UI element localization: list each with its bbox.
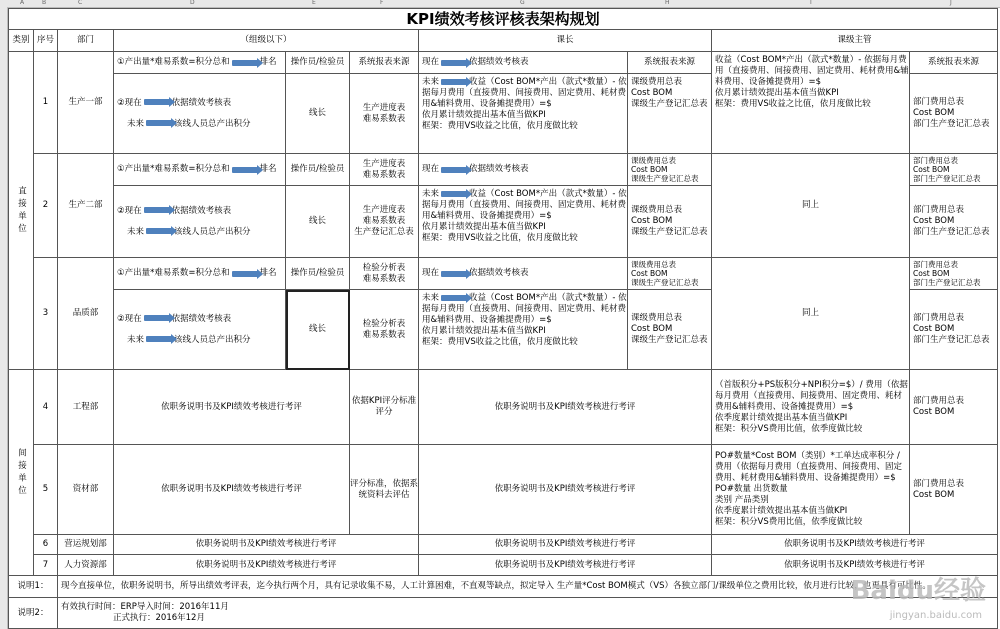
r7-seq[interactable]: 7 xyxy=(34,555,58,576)
arrow-icon xyxy=(146,120,172,126)
r3-chief-a-text: 现在 xyxy=(422,268,440,278)
r1-sys-src-header[interactable]: 系统报表来源 xyxy=(350,52,419,74)
r3-dept[interactable]: 品质部 xyxy=(58,258,114,370)
r6-seq[interactable]: 6 xyxy=(34,535,58,555)
col-letter-i: I xyxy=(810,0,812,6)
r2-sys-src-a[interactable]: 生产进度表 难易系数表 xyxy=(350,154,419,186)
r1-chief-b-tail: 收益（Cost BOM*产出（款式*数量）- 依据每月费用（直接费用、间接费用、固定费用、耗材费用&辅料费用、设备摊提费用）=$ 依月累计绩效提出基本值当做KPI 框架：费用VS收益之比值，依月度做比较 xyxy=(422,77,627,131)
r1-chief-b[interactable] xyxy=(419,74,628,154)
header-category[interactable]: 类别 xyxy=(8,30,34,52)
r1-chief-a-tail: 依据绩效考核表 xyxy=(469,57,529,67)
r4-manager[interactable]: （首版积分+PS版积分+NPI积分=$）/ 费用（依据每月费用（直接费用、间接费用、固定费用、耗材费用&辅料费用、设备摊提费用）=$ 依季度累计绩效提出基本值当做KPI 框架：积分VS费用比值，依季度做比较 xyxy=(712,370,910,445)
r3-chief-a-tail: 依据绩效考核表 xyxy=(469,268,529,278)
watermark-url: jingyan.baidu.com xyxy=(889,610,982,621)
arrow-icon xyxy=(441,167,467,173)
r3-chief-a[interactable] xyxy=(419,258,628,290)
r3-group-b2-tail: 该线人员总产出积分 xyxy=(174,334,251,345)
r3-operator[interactable]: 操作员/检验员 xyxy=(286,258,350,290)
r2-group-b[interactable] xyxy=(114,186,286,258)
r3-group-b[interactable] xyxy=(114,290,286,370)
r3-group-a-text: ①产出量*难易系数=积分总和 xyxy=(117,268,230,278)
r1-sys-src3-header[interactable]: 系统报表来源 xyxy=(910,52,998,74)
r1-sys-src2-header[interactable]: 系统报表来源 xyxy=(628,52,712,74)
note1-label[interactable]: 说明1： xyxy=(8,576,58,598)
r1-sys-src[interactable]: 生产进度表 难易系数表 xyxy=(350,74,419,154)
r1-group-b[interactable] xyxy=(114,74,286,154)
r2-dept[interactable]: 生产二部 xyxy=(58,154,114,258)
r2-group-b2-line xyxy=(117,227,251,238)
r1-operator[interactable]: 操作员/检验员 xyxy=(286,52,350,74)
arrow-icon xyxy=(441,191,467,197)
r5-sys-src[interactable]: 评分标准，依据系统资料去评估 xyxy=(350,445,419,535)
r2-group-b1-tail: 依据绩效考核表 xyxy=(171,205,232,216)
col-letter-g: G xyxy=(520,0,525,6)
r7-chief[interactable]: 依职务说明书及KPI绩效考核进行考评 xyxy=(419,555,712,576)
note2-line1: 有效执行时间：ERP导入时间：2016年11月 xyxy=(61,602,229,612)
r7-manager[interactable]: 依职务说明书及KPI绩效考核进行考评 xyxy=(712,555,998,576)
r5-sys-src3[interactable]: 部门费用总表 Cost BOM xyxy=(910,445,998,535)
column-header-bar xyxy=(0,0,1000,8)
arrow-icon xyxy=(232,60,258,66)
r2-group-a[interactable] xyxy=(114,154,286,186)
note2-line2: 正式执行：2016年12月 xyxy=(113,613,205,623)
r3-chief-b-tail: 收益（Cost BOM*产出（款式*数量）- 依据每月费用（直接费用、间接费用、固定费用、耗材费用&辅料费用、设备摊提费用）=$ 依月累计绩效提出基本值当做KPI 框架：费用VS收益之比值，依月度做比较 xyxy=(422,293,627,347)
r2-chief-b-text: 未来 xyxy=(422,189,440,199)
r3-sys-src2-b[interactable]: 课级费用总表 Cost BOM 课级生产登记汇总表 xyxy=(628,290,712,370)
arrow-icon xyxy=(232,271,258,277)
r1-group-b2-line xyxy=(117,119,251,130)
r2-group-b2-tail: 该线人员总产出积分 xyxy=(174,226,251,237)
note2-label[interactable]: 说明2： xyxy=(8,598,58,629)
r1-group-b1-tail: 依据绩效考核表 xyxy=(171,97,232,108)
r7-dept[interactable]: 人力资源部 xyxy=(58,555,114,576)
r2-sys-src3-b[interactable]: 部门费用总表 Cost BOM 部门生产登记汇总表 xyxy=(910,186,998,258)
r6-dept[interactable]: 营运规划部 xyxy=(58,535,114,555)
r5-chief[interactable]: 依职务说明书及KPI绩效考核进行考评 xyxy=(419,445,712,535)
r1-seq[interactable]: 1 xyxy=(34,52,58,154)
col-letter-c: C xyxy=(78,0,83,6)
r4-group[interactable]: 依职务说明书及KPI绩效考核进行考评 xyxy=(114,370,350,445)
r2-chief-b-content xyxy=(422,189,627,244)
r2-chief-a[interactable] xyxy=(419,154,628,186)
arrow-icon xyxy=(441,60,467,66)
r1-manager[interactable]: 收益（Cost BOM*产出（款式*数量）- 依据每月费用（直接费用、间接费用、固定费用、耗材费用&辅料费用、设备摊提费用）=$ 依月累计绩效提出基本值当做KPI 框架：费用VS收益之比值，依月度做比较 xyxy=(712,52,910,154)
r5-group[interactable]: 依职务说明书及KPI绩效考核进行考评 xyxy=(114,445,350,535)
r6-manager[interactable]: 依职务说明书及KPI绩效考核进行考评 xyxy=(712,535,998,555)
r3-group-b2-line xyxy=(117,335,251,346)
col-letter-f: F xyxy=(380,0,384,6)
header-section-chief[interactable]: 课长 xyxy=(419,30,712,52)
note1-text[interactable]: 现今直接单位，依职务说明书，所导出绩效考评表，迄今执行两个月，具有记录收集不易，人工计算困难，不直观等缺点，拟定导入 生产量*Cost BOM模式（VS）各独立部门/课级单位之费用比较，依月进行比较，也更具有可比性。 xyxy=(58,576,998,598)
arrow-icon xyxy=(146,228,172,234)
r3-group-b1: ②现在 xyxy=(117,313,142,324)
r3-group-b2: 未来 xyxy=(127,334,145,345)
r2-line-lead[interactable]: 线长 xyxy=(286,186,350,258)
r4-chief[interactable]: 依职务说明书及KPI绩效考核进行考评 xyxy=(419,370,712,445)
category-indirect[interactable] xyxy=(8,370,34,576)
category-indirect-label: 间接单位 xyxy=(16,447,27,498)
arrow-icon xyxy=(144,99,170,105)
r1-group-b1-line xyxy=(117,98,231,109)
page-title: KPI绩效考核评核表架构规划 xyxy=(8,8,998,30)
r5-dept[interactable]: 资材部 xyxy=(58,445,114,535)
r6-group[interactable]: 依职务说明书及KPI绩效考核进行考评 xyxy=(114,535,419,555)
r7-group[interactable]: 依职务说明书及KPI绩效考核进行考评 xyxy=(114,555,419,576)
header-seq[interactable]: 序号 xyxy=(34,30,58,52)
r3-chief-b-text: 未来 xyxy=(422,293,440,303)
r1-sys-src2[interactable]: 课级费用总表 Cost BOM 课级生产登记汇总表 xyxy=(628,74,712,154)
r3-sys-src3-a[interactable]: 部门费用总表 Cost BOM 部门生产登记汇总表 xyxy=(910,258,998,290)
r3-sys-src-a[interactable]: 检验分析表 难易系数表 xyxy=(350,258,419,290)
r1-group-a-tail: 排名 xyxy=(259,57,277,67)
r2-group-b1-line xyxy=(117,206,231,217)
col-letter-e: E xyxy=(312,0,316,6)
header-group[interactable]: （组级以下） xyxy=(114,30,419,52)
r3-sys-src2-a[interactable]: 课级费用总表 Cost BOM 课级生产登记汇总表 xyxy=(628,258,712,290)
category-direct-label: 直接单位 xyxy=(16,185,27,236)
header-dept[interactable]: 部门 xyxy=(58,30,114,52)
r5-seq[interactable]: 5 xyxy=(34,445,58,535)
r1-chief-a[interactable] xyxy=(419,52,628,74)
r4-seq[interactable]: 4 xyxy=(34,370,58,445)
r3-seq[interactable]: 3 xyxy=(34,258,58,370)
r1-chief-b-text: 未来 xyxy=(422,77,440,87)
r3-group-b1-line xyxy=(117,314,231,325)
r2-group-b2: 未来 xyxy=(127,226,145,237)
arrow-icon xyxy=(146,336,172,342)
r2-chief-a-tail: 依据绩效考核表 xyxy=(469,164,529,174)
r1-group-a[interactable] xyxy=(114,52,286,74)
r1-sys-src3[interactable]: 部门费用总表 Cost BOM 部门生产登记汇总表 xyxy=(910,74,998,154)
r3-chief-b-content xyxy=(422,293,627,348)
r5-manager[interactable]: PO#数量*Cost BOM（类别）*工单达成率积分 / 费用（依据每月费用（直接费用、间接费用、固定费用、耗材费用&辅料费用、设备摊提费用）=$ PO#数量 出货数量 类别 产品类别 依季度累计绩效提出基本值当做KPI 框架：积分VS费用比值，依季度做比较 xyxy=(712,445,910,535)
r4-sys-src[interactable]: 依据KPI评分标准评分 xyxy=(350,370,419,445)
arrow-icon xyxy=(441,271,467,277)
arrow-icon xyxy=(232,167,258,173)
spreadsheet-grid[interactable] xyxy=(8,8,998,629)
watermark-logo: Baidu经验 xyxy=(850,576,986,606)
r2-group-b1: ②现在 xyxy=(117,205,142,216)
r3-line-lead-selected-cell[interactable]: 线长 xyxy=(286,290,350,370)
arrow-icon xyxy=(144,207,170,213)
r2-sys-src2-b[interactable]: 课级费用总表 Cost BOM 课级生产登记汇总表 xyxy=(628,186,712,258)
r3-chief-b[interactable] xyxy=(419,290,628,370)
r1-line-lead[interactable]: 线长 xyxy=(286,74,350,154)
r3-group-a[interactable] xyxy=(114,258,286,290)
arrow-icon xyxy=(144,315,170,321)
r3-group-a-tail: 排名 xyxy=(259,268,277,278)
r1-group-a-text: ①产出量*难易系数=积分总和 xyxy=(117,57,230,67)
arrow-icon xyxy=(441,79,467,85)
col-letter-a: A xyxy=(20,0,25,6)
r2-seq[interactable]: 2 xyxy=(34,154,58,258)
r1-group-b2: 未来 xyxy=(127,118,145,129)
r3-sys-src3-b[interactable]: 部门费用总表 Cost BOM 部门生产登记汇总表 xyxy=(910,290,998,370)
r2-operator[interactable]: 操作员/检验员 xyxy=(286,154,350,186)
r2-sys-src2-a[interactable]: 课级费用总表 Cost BOM 课级生产登记汇总表 xyxy=(628,154,712,186)
r3-sys-src-b[interactable]: 检验分析表 难易系数表 xyxy=(350,290,419,370)
col-letter-j: J xyxy=(950,0,952,6)
col-letter-b: B xyxy=(42,0,47,6)
r3-group-b1-tail: 依据绩效考核表 xyxy=(171,313,232,324)
header-manager[interactable]: 课级主管 xyxy=(712,30,998,52)
r2-manager[interactable]: 同上 xyxy=(712,154,910,258)
r2-chief-b[interactable] xyxy=(419,186,628,258)
r4-sys-src3[interactable]: 部门费用总表 Cost BOM xyxy=(910,370,998,445)
r1-dept[interactable]: 生产一部 xyxy=(58,52,114,154)
r2-sys-src3-a[interactable]: 部门费用总表 Cost BOM 部门生产登记汇总表 xyxy=(910,154,998,186)
r2-chief-b-tail: 收益（Cost BOM*产出（款式*数量）- 依据每月费用（直接费用、间接费用、固定费用、耗材费用&辅料费用、设备摊提费用）=$ 依月累计绩效提出基本值当做KPI 框架：费用VS收益之比值，依月度做比较 xyxy=(422,189,627,243)
r2-chief-a-text: 现在 xyxy=(422,164,440,174)
r2-group-a-tail: 排名 xyxy=(259,164,277,174)
r6-chief[interactable]: 依职务说明书及KPI绩效考核进行考评 xyxy=(419,535,712,555)
col-letter-h: H xyxy=(665,0,670,6)
row-header-bar xyxy=(0,7,8,629)
r2-sys-src-b[interactable]: 生产进度表 难易系数表 生产登记汇总表 xyxy=(350,186,419,258)
r1-group-b2-tail: 该线人员总产出积分 xyxy=(174,118,251,129)
category-direct[interactable] xyxy=(8,52,34,370)
r1-group-b1: ②现在 xyxy=(117,97,142,108)
r1-chief-b-content xyxy=(422,77,627,132)
r1-chief-a-text: 现在 xyxy=(422,57,440,67)
r3-manager[interactable]: 同上 xyxy=(712,258,910,370)
r4-dept[interactable]: 工程部 xyxy=(58,370,114,445)
r2-group-a-text: ①产出量*难易系数=积分总和 xyxy=(117,164,230,174)
arrow-icon xyxy=(441,295,467,301)
col-letter-d: D xyxy=(190,0,195,6)
